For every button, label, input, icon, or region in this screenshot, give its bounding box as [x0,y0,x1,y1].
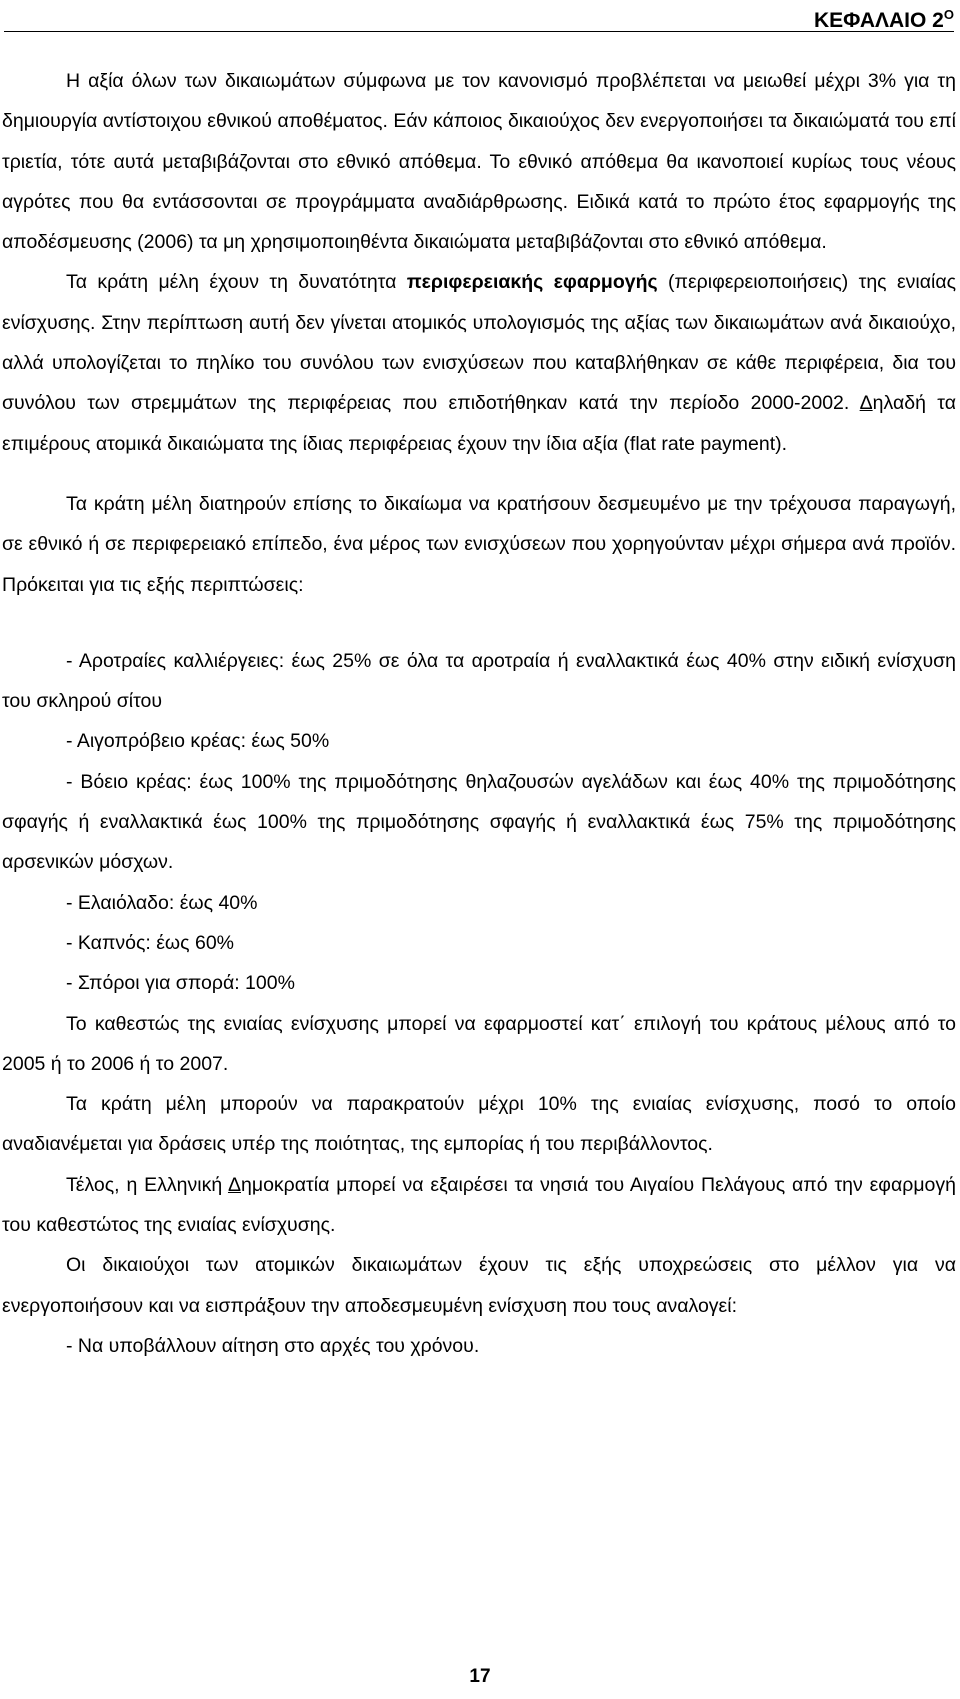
paragraph-text: ηλαδή τα επιμέρους ατομικά δικαιώματα της ίδιας περιφέρειας έχουν την ίδια αξία (flat rate payment). [2,392,957,455]
page-number: 17 [469,1666,491,1687]
list-item-tobacco: - Καπνός: έως 60% [66,931,234,954]
list-item-beef: - Βόειο κρέας: έως 100% της πριμοδότησης θηλαζουσών αγελάδων και έως 40% της πριμοδότησης σφαγής ή εναλλακτικά έως 100% της πριμοδότησης σφαγής ή εναλλακτικά έως 75% της πριμοδότησης αρσενικών μόσχων. [2,770,956,874]
paragraph-text: Τα κράτη μέλη έχουν τη δυνατότητα [66,271,407,294]
chapter-superscript: Ο [943,7,954,22]
list-item-arable-crops: - Αροτραίες καλλιέργειες: έως 25% σε όλα τα αροτραία ή εναλλακτικά έως 40% στην ειδική ενίσχυση του σκληρού σίτου [2,649,956,713]
paragraph-text: Τέλος, η Ελληνική [66,1173,228,1196]
paragraph-text: (περιφερειοποιήσεις) της ενιαίας ενίσχυσης. Στην περίπτωση αυτή δεν γίνεται ατομικός υπολογισμός της αξίας των δικαιωμάτων ανά δικαιούχο, αλλά υπολογίζεται το πηλίκο του συνόλου των ενισχύσεων που καταβλήθηκαν σε κάθε περιφέρεια, δια του συνόλου των στρεμμάτων της περιφέρειας που επιδοτήθηκαν κατά την περίοδο 2000-2002. [2,271,956,415]
emphasis-regional-application: περιφερειακής εφαρμογής [406,271,658,294]
chapter-title: ΚΕΦΑΛΑΙΟ 2 [814,9,944,32]
underlined-letter: Δ [859,392,873,415]
list-item-sheep-goat-meat: - Αιγοπρόβειο κρέας: έως 50% [66,730,330,753]
list-item-olive-oil: - Ελαιόλαδο: έως 40% [66,891,258,914]
list-item-seeds: - Σπόροι για σπορά: 100% [66,972,295,995]
paragraph-coupled-production: Τα κράτη μέλη διατηρούν επίσης το δικαίωμα να κρατήσουν δεσμευμένο με την τρέχουσα παραγωγή, σε εθνικό ή σε περιφερειακό επίπεδο, ένα μέρος των ενισχύσεων που χορηγούνταν μέχρι σήμερα ανά προϊόν. Πρόκειται για τις εξής περιπτώσεις: [2,492,956,596]
paragraph-text: ημοκρατία μπορεί να εξαιρέσει τα νησιά του Αιγαίου Πελάγους από την εφαρμογή του καθεστώτος της ενιαίας ενίσχυσης. [2,1173,956,1237]
paragraph-scheme-start: Το καθεστώς της ενιαίας ενίσχυσης μπορεί να εφαρμοστεί κατ΄ επιλογή του κράτους μέλους από το 2005 ή το 2006 ή το 2007. [2,1012,956,1075]
paragraph-national-reserve: Η αξία όλων των δικαιωμάτων σύμφωνα με τον κανονισμό προβλέπεται να μειωθεί μέχρι 3% για τη δημιουργία αντίστοιχου εθνικού αποθέματος. Εάν κάποιος δικαιούχος δεν ενεργοποιήσει τα δικαιώματά του επί τριετία, τότε αυτά μεταβιβάζονται στο εθνικό απόθεμα. Το εθνικό απόθεμα θα ικανοποιεί κυρίως τους νέους αγρότες που θα εντάσσονται σε προγράμματα αναδιάρθρωσης. Ειδικά κατά το πρώτο έτος εφαρμογής της αποδέσμευσης (2006) τα μη χρησιμοποιηθέντα δικαιώματα μεταβιβάζονται στο εθνικό απόθεμα. [2,70,956,254]
paragraph-withholding: Τα κράτη μέλη μπορούν να παρακρατούν μέχρι 10% της ενιαίας ενίσχυσης, ποσό το οποίο αναδιανέμεται για δράσεις υπέρ της ποιότητας, της εμπορίας ή του περιβάλλοντος. [2,1093,956,1156]
list-item-application: - Να υποβάλλουν αίτηση στο αρχές του χρόνου. [66,1334,480,1357]
underlined-letter: Δ [227,1173,241,1196]
chapter-header [814,2,954,34]
paragraph-regional-application [2,262,956,463]
header-divider [4,31,954,32]
paragraph-obligations: Οι δικαιούχοι των ατομικών δικαιωμάτων έχουν τις εξής υποχρεώσεις στο μέλλον για να ενεργοποιήσουν και να εισπράξουν την αποδεσμευμένη ενίσχυση που τους αναλογεί: [2,1254,956,1317]
document-body [2,61,956,1366]
paragraph-aegean-exemption [2,1165,956,1246]
